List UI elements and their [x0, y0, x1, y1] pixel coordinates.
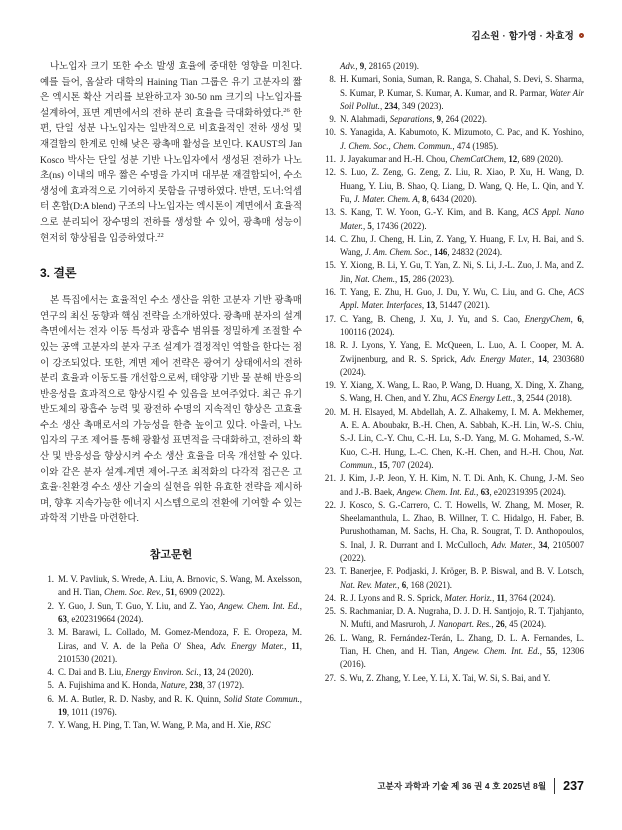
- reference-number: 17.: [324, 313, 336, 324]
- author-names: 김소원 · 함가영 · 차효정: [471, 31, 574, 42]
- reference-item: 10. S. Yanagida, A. Kabumoto, K. Mizumoto, C. Pac, and K. Yoshino, J. Chem. Soc., Chem. Commun., 474 (1985).: [322, 126, 584, 153]
- page-footer: [377, 778, 584, 794]
- reference-number: 3.: [47, 627, 54, 638]
- reference-item: 14. C. Zhu, J. Cheng, H. Lin, Z. Yang, Y. Huang, F. Lv, H. Bai, and S. Wang, J. Am. Chem. Soc., 146, 24832 (2024).: [322, 233, 584, 260]
- reference-number: 9.: [329, 114, 336, 125]
- reference-item: 5. A. Fujishima and K. Honda, Nature, 238, 37 (1972).: [40, 679, 302, 692]
- reference-number: 21.: [324, 473, 336, 484]
- reference-item: 21. J. Kim, J.-P. Jeon, Y. H. Kim, N. T. Di. Anh, K. Chung, J.-M. Seo and J.-B. Baek, Angew. Chem. Int. Ed., 63, e202319395 (2024).: [322, 472, 584, 499]
- reference-item: 18. R. J. Lyons, Y. Yang, E. McQueen, L. Luo, A. I. Cooper, M. A. Zwijnenburg, and R. S. Sprick, Adv. Energy Mater., 14, 2303680 (2024).: [322, 339, 584, 379]
- reference-item: 17. C. Yang, B. Cheng, J. Xu, J. Yu, and S. Cao, EnergyChem, 6, 100116 (2024).: [322, 313, 584, 340]
- left-column: [40, 60, 302, 733]
- references-list-left: [40, 573, 302, 733]
- reference-number: 16.: [324, 287, 336, 298]
- reference-number: 5.: [47, 680, 54, 691]
- reference-number: 10.: [324, 127, 336, 138]
- reference-item: 12. S. Luo, Z. Zeng, G. Zeng, Z. Liu, R. Xiao, P. Xu, H. Wang, D. Huang, Y. Liu, B. Shao, Q. Liang, D. Wang, Q. He, L. Qin, and Y. Fu, J. Mater. Chem. A, 8, 6434 (2020).: [322, 166, 584, 206]
- reference-number: 12.: [324, 167, 336, 178]
- reference-item: 11. J. Jayakumar and H.-H. Chou, ChemCatChem, 12, 689 (2020).: [322, 153, 584, 166]
- reference-number: 1.: [47, 574, 54, 585]
- reference-item: 4. C. Dai and B. Liu, Energy Environ. Sci., 13, 24 (2020).: [40, 666, 302, 679]
- reference-item: Adv., 9, 28165 (2019).: [340, 61, 419, 71]
- reference-number: 2.: [47, 600, 54, 611]
- journal-info: 고분자 과학과 기술 제 36 권 4 호 2025년 8월: [377, 781, 547, 791]
- footer-divider: [554, 778, 555, 794]
- reference-item: 26. L. Wang, R. Fernández-Terán, L. Zhang, D. L. A. Fernandes, L. Tian, H. Chen, and H. Tian, Angew. Chem. Int. Ed., 55, 12306 (2016).: [322, 632, 584, 672]
- reference-item: 19. Y. Xiang, X. Wang, L. Rao, P. Wang, D. Huang, X. Ding, X. Zhang, S. Wang, H. Chen, and Y. Zhu, ACS Energy Lett., 3, 2544 (2018).: [322, 379, 584, 406]
- reference-item: 3. M. Barawi, L. Collado, M. Gomez-Mendoza, F. E. Oropeza, M. Liras, and V. A. de la Peña O' Shea, Adv. Energy Mater., 11, 2101530 (2021).: [40, 626, 302, 666]
- reference-number: 26.: [324, 632, 336, 643]
- reference-item: 1. M. V. Pavliuk, S. Wrede, A. Liu, A. Brnovic, S. Wang, M. Axelsson, and H. Tian, Chem. Soc. Rev., 51, 6909 (2022).: [40, 573, 302, 600]
- reference-number: 19.: [324, 380, 336, 391]
- paragraph-nanoparticle-size: 나노입자 크기 또한 수소 발생 효율에 중대한 영향을 미친다. 예를 들어, 웁살라 대학의 Haining Tian 그룹은 유기 고분자의 짧은 엑시톤 확산 거리를 보완하고자 30-50 nm 크기의 나노입자를 설계하여, 표면 계면에서의 전하 분리 효율을 극대화하였다.$^{26}$ 한편, 단일 성분 나노입자는 일반적으로 비효율적인 전하 생성 및 재결합의 한계로 인해 낮은 광촉매 활성을 보인다. KAUST의 Jan Kosco 박사는 단일 성분 기반 나노입자에서 생성된 전하가 나노초(ns) 이내의 매우 짧은 수명을 가지며 대부분 재결합되어, 수소 생성에 효과적으로 기여하지 못함을 규명하였다. 반면, 도너:억셉터 혼합(D:A blend) 구조의 나노입자는 엑시톤이 계면에서 효율적으로 분리되어 장수명의 전하를 생성할 수 있어, 광촉매 성능이 현저히 향상됨을 입증하였다.$^{22}$: [40, 62, 303, 244]
- page-number: 237: [563, 779, 584, 793]
- reference-number: 13.: [324, 207, 336, 218]
- reference-number: 4.: [47, 667, 54, 678]
- reference-number: 23.: [324, 566, 336, 577]
- references-list-right: [322, 60, 584, 685]
- reference-number: 25.: [324, 606, 336, 617]
- reference-item: 2. Y. Guo, J. Sun, T. Guo, Y. Liu, and Z. Yao, Angew. Chem. Int. Ed., 63, e202319664 (2024).: [40, 600, 302, 627]
- reference-number: 7.: [47, 720, 54, 731]
- reference-item: 22. J. Kosco, S. G.-Carrero, C. T. Howells, W. Zhang, M. Moser, R. Sheelamanthula, L. Zhao, B. Willner, T. C. Hidalgo, H. Faber, B. Purushothaman, M. Sachs, H. Cha, R. Sougrat, T. D. Anthopoulos, S. Inal, J. R. Durrant and I. McCulloch, Adv. Mater., 34, 2105007 (2022).: [322, 499, 584, 565]
- right-column: [322, 60, 584, 733]
- reference-item: 25. S. Rachmaniar, D. A. Nugraha, D. J. D. H. Santjojo, R. T. Tjahjanto, N. Mufti, and Masruroh, J. Nanopart. Res., 26, 45 (2024).: [322, 605, 584, 632]
- reference-item: 16. T. Yang, E. Zhu, H. Guo, J. Du, Y. Wu, C. Liu, and G. Che, ACS Appl. Mater. Interfaces, 13, 51447 (2021).: [322, 286, 584, 313]
- reference-number: 22.: [324, 499, 336, 510]
- paragraph-conclusion: 본 특집에서는 효율적인 수소 생산을 위한 고분자 기반 광촉매 연구의 최신 동향과 핵심 전략을 소개하였다. 광촉매 분자의 설계 측면에서는 전자 이동 특성과 광흡수 범위를 정밀하게 조절할 수 있는 공액 고분자의 분자 구조 설계가 결정적인 역할을 한다는 점이 강조되었다. 또한, 계면 제어 전략은 광여기 상태에서의 전하 분리 효율과 이동도를 개선함으로써, 태양광 기반 물 분해 반응의 반응성을 효과적으로 향상시킬 수 있음을 보여주었다. 최근 유기 반도체의 광흡수 능력 및 광전하 수명의 지속적인 향상은 고효율 수소 생산 촉매로서의 가능성을 한층 높이고 있다. 아울러, 나노입자의 구조 제어를 통해 광활성 표면적을 극대화하고, 전하의 확산 및 반응성을 향상시켜 수소 생산 효율을 더욱 개선할 수 있다. 이와 같은 분자 설계-계면 제어-구조 최적화의 다각적 접근은 고효율·친환경 수소 생산 기술의 실현을 위한 유효한 전략을 제시하며, 향후 지속가능한 에너지 시스템으로의 전환에 기여할 수 있는 과학적 기반을 마련한다.: [40, 296, 302, 525]
- reference-item: 24. R. J. Lyons and R. S. Sprick, Mater. Horiz., 11, 3764 (2024).: [322, 592, 584, 605]
- reference-number: 15.: [324, 260, 336, 271]
- reference-item: 9. N. Alahmadi, Separations, 9, 264 (2022).: [322, 113, 584, 126]
- reference-number: 27.: [324, 672, 336, 683]
- reference-item: 27. S. Wu, Z. Zhang, Y. Lee, Y. Li, X. Tai, W. Si, S. Bai, and Y.: [322, 672, 584, 685]
- reference-number: 24.: [324, 592, 336, 603]
- two-column-layout: [40, 60, 584, 733]
- reference-item: 7. Y. Wang, H. Ping, T. Tan, W. Wang, P. Ma, and H. Xie, RSC: [40, 719, 302, 732]
- section-heading-conclusion: 3. 결론: [40, 266, 77, 281]
- reference-item: 23. T. Banerjee, F. Podjaski, J. Kröger, B. P. Biswal, and B. V. Lotsch, Nat. Rev. Mater., 6, 168 (2021).: [322, 565, 584, 592]
- reference-item: 13. S. Kang, T. W. Yoon, G.-Y. Kim, and B. Kang, ACS Appl. Nano Mater., 5, 17436 (2022).: [322, 206, 584, 233]
- page-header: [472, 28, 584, 42]
- orcid-ring-icon: [579, 33, 584, 38]
- reference-number: 14.: [324, 233, 336, 244]
- reference-item: 6. M. A. Butler, R. D. Nasby, and R. K. Quinn, Solid State Commun., 19, 1011 (1976).: [40, 693, 302, 720]
- reference-number: 11.: [325, 154, 336, 165]
- reference-number: 20.: [324, 406, 336, 417]
- references-heading: 참고문헌: [149, 549, 193, 562]
- reference-number: 18.: [324, 340, 336, 351]
- reference-item: 15. Y. Xiong, B. Li, Y. Gu, T. Yan, Z. Ni, S. Li, J.-L. Zuo, J. Ma, and Z. Jin, Nat. Chem., 15, 286 (2023).: [322, 259, 584, 286]
- reference-number: 8.: [329, 74, 336, 85]
- reference-item: 20. M. H. Elsayed, M. Abdellah, A. Z. Alhakemy, I. M. A. Mekhemer, A. E. A. Aboubakr, B.-H. Chen, A. Sabbah, K.-H. Lin, W.-S. Chiu, S.-J. Lin, C.-Y. Chu, C.-H. Lu, S.-D. Yang, M. G. Mohamed, S.-W. Kuo, C.-H. Hung, L.-C. Chen, K.-H. Chen, and H.-H. Chou, Nat. Commun., 15, 707 (2024).: [322, 406, 584, 472]
- reference-number: 6.: [47, 693, 54, 704]
- reference-item: 8. H. Kumari, Sonia, Suman, R. Ranga, S. Chahal, S. Devi, S. Sharma, S. Kumar, P. Kumar, S. Kumar, A. Kumar, and R. Parmar, Water Air Soil Pollut., 234, 349 (2023).: [322, 73, 584, 113]
